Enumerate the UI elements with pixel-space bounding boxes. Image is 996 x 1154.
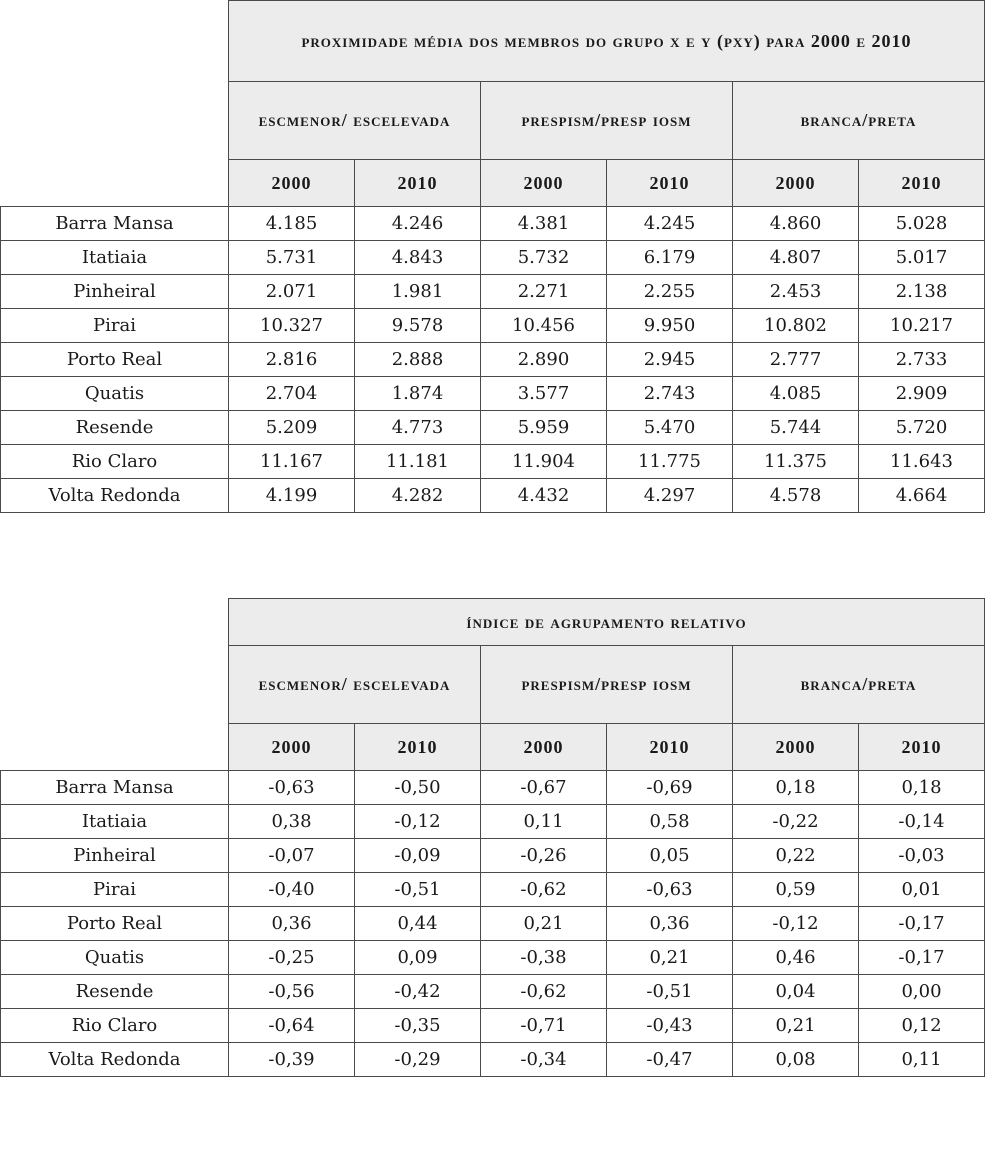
table-row bbox=[1, 343, 985, 377]
table-row bbox=[1, 207, 985, 241]
value-cell: 0,58 bbox=[607, 805, 733, 839]
corner-blank bbox=[1, 724, 229, 771]
value-cell: -0,56 bbox=[229, 975, 355, 1009]
city-name: Volta Redonda bbox=[1, 1043, 229, 1077]
value-cell: 2.890 bbox=[481, 343, 607, 377]
value-cell: -0,43 bbox=[607, 1009, 733, 1043]
value-cell: -0,47 bbox=[607, 1043, 733, 1077]
value-cell: 4.843 bbox=[355, 241, 481, 275]
city-name: Porto Real bbox=[1, 343, 229, 377]
value-cell: 11.643 bbox=[859, 445, 985, 479]
value-cell: -0,22 bbox=[733, 805, 859, 839]
value-cell: 0,36 bbox=[229, 907, 355, 941]
value-cell: -0,42 bbox=[355, 975, 481, 1009]
value-cell: 0,21 bbox=[733, 1009, 859, 1043]
value-cell: 2.733 bbox=[859, 343, 985, 377]
value-cell: 4.578 bbox=[733, 479, 859, 513]
group-header-cor: branca/preta bbox=[733, 82, 985, 160]
city-name: Rio Claro bbox=[1, 445, 229, 479]
value-cell: 0,11 bbox=[481, 805, 607, 839]
value-cell: 5.732 bbox=[481, 241, 607, 275]
value-cell: 5.959 bbox=[481, 411, 607, 445]
value-cell: 9.578 bbox=[355, 309, 481, 343]
value-cell: -0,34 bbox=[481, 1043, 607, 1077]
corner-blank bbox=[1, 160, 229, 207]
year-header: 2010 bbox=[607, 160, 733, 207]
city-name: Pirai bbox=[1, 309, 229, 343]
value-cell: 0,00 bbox=[859, 975, 985, 1009]
value-cell: 2.743 bbox=[607, 377, 733, 411]
corner-blank bbox=[1, 599, 229, 646]
table-row bbox=[1, 975, 985, 1009]
city-name: Resende bbox=[1, 975, 229, 1009]
value-cell: -0,50 bbox=[355, 771, 481, 805]
table-row bbox=[1, 479, 985, 513]
value-cell: 5.731 bbox=[229, 241, 355, 275]
city-name: Itatiaia bbox=[1, 241, 229, 275]
value-cell: 2.071 bbox=[229, 275, 355, 309]
table-row bbox=[1, 241, 985, 275]
corner-blank bbox=[1, 646, 229, 724]
year-header: 2000 bbox=[733, 160, 859, 207]
value-cell: 9.950 bbox=[607, 309, 733, 343]
value-cell: -0,09 bbox=[355, 839, 481, 873]
value-cell: 3.577 bbox=[481, 377, 607, 411]
value-cell: -0,62 bbox=[481, 873, 607, 907]
value-cell: -0,71 bbox=[481, 1009, 607, 1043]
value-cell: -0,51 bbox=[607, 975, 733, 1009]
group-header-prespism: prespism/presp iosm bbox=[481, 646, 733, 724]
value-cell: 11.904 bbox=[481, 445, 607, 479]
year-header: 2000 bbox=[229, 160, 355, 207]
value-cell: -0,67 bbox=[481, 771, 607, 805]
value-cell: 10.802 bbox=[733, 309, 859, 343]
value-cell: 4.085 bbox=[733, 377, 859, 411]
city-name: Itatiaia bbox=[1, 805, 229, 839]
value-cell: -0,17 bbox=[859, 941, 985, 975]
value-cell: 4.282 bbox=[355, 479, 481, 513]
value-cell: 0,18 bbox=[733, 771, 859, 805]
year-header: 2010 bbox=[859, 724, 985, 771]
city-name: Volta Redonda bbox=[1, 479, 229, 513]
value-cell: 1.874 bbox=[355, 377, 481, 411]
value-cell: 0,12 bbox=[859, 1009, 985, 1043]
year-header: 2000 bbox=[229, 724, 355, 771]
value-cell: -0,12 bbox=[733, 907, 859, 941]
value-cell: 0,09 bbox=[355, 941, 481, 975]
value-cell: 6.179 bbox=[607, 241, 733, 275]
value-cell: -0,64 bbox=[229, 1009, 355, 1043]
group-header-escolaridade: escmenor/ escelevada bbox=[229, 82, 481, 160]
table-row bbox=[1, 907, 985, 941]
value-cell: 4.860 bbox=[733, 207, 859, 241]
value-cell: 0,59 bbox=[733, 873, 859, 907]
value-cell: 10.456 bbox=[481, 309, 607, 343]
value-cell: 0,46 bbox=[733, 941, 859, 975]
value-cell: -0,38 bbox=[481, 941, 607, 975]
value-cell: -0,69 bbox=[607, 771, 733, 805]
corner-blank bbox=[1, 1, 229, 82]
clustering-index-table bbox=[0, 598, 985, 1077]
value-cell: 4.245 bbox=[607, 207, 733, 241]
value-cell: -0,39 bbox=[229, 1043, 355, 1077]
value-cell: 0,11 bbox=[859, 1043, 985, 1077]
value-cell: 0,18 bbox=[859, 771, 985, 805]
value-cell: 4.664 bbox=[859, 479, 985, 513]
value-cell: 10.327 bbox=[229, 309, 355, 343]
table-row bbox=[1, 941, 985, 975]
value-cell: 4.773 bbox=[355, 411, 481, 445]
value-cell: 5.028 bbox=[859, 207, 985, 241]
city-name: Resende bbox=[1, 411, 229, 445]
value-cell: 2.271 bbox=[481, 275, 607, 309]
value-cell: 4.297 bbox=[607, 479, 733, 513]
value-cell: 2.453 bbox=[733, 275, 859, 309]
value-cell: 10.217 bbox=[859, 309, 985, 343]
year-header: 2000 bbox=[481, 724, 607, 771]
city-name: Quatis bbox=[1, 377, 229, 411]
value-cell: -0,63 bbox=[229, 771, 355, 805]
table-row bbox=[1, 275, 985, 309]
table-row bbox=[1, 445, 985, 479]
value-cell: -0,12 bbox=[355, 805, 481, 839]
value-cell: 4.432 bbox=[481, 479, 607, 513]
table-row bbox=[1, 839, 985, 873]
city-name: Barra Mansa bbox=[1, 771, 229, 805]
table-row bbox=[1, 1009, 985, 1043]
table-row bbox=[1, 1043, 985, 1077]
table-row bbox=[1, 309, 985, 343]
group-header-prespism: prespism/presp iosm bbox=[481, 82, 733, 160]
value-cell: 5.744 bbox=[733, 411, 859, 445]
value-cell: 0,01 bbox=[859, 873, 985, 907]
city-name: Pinheiral bbox=[1, 275, 229, 309]
year-header: 2010 bbox=[607, 724, 733, 771]
value-cell: 2.945 bbox=[607, 343, 733, 377]
table-row bbox=[1, 873, 985, 907]
table-title: índice de agrupamento relativo bbox=[229, 599, 985, 646]
value-cell: 5.017 bbox=[859, 241, 985, 275]
value-cell: 2.704 bbox=[229, 377, 355, 411]
value-cell: -0,07 bbox=[229, 839, 355, 873]
value-cell: 2.255 bbox=[607, 275, 733, 309]
group-header-cor: branca/preta bbox=[733, 646, 985, 724]
value-cell: 5.720 bbox=[859, 411, 985, 445]
value-cell: -0,35 bbox=[355, 1009, 481, 1043]
value-cell: 11.375 bbox=[733, 445, 859, 479]
value-cell: 1.981 bbox=[355, 275, 481, 309]
year-header: 2010 bbox=[859, 160, 985, 207]
value-cell: 0,36 bbox=[607, 907, 733, 941]
value-cell: 0,44 bbox=[355, 907, 481, 941]
value-cell: 5.470 bbox=[607, 411, 733, 445]
table-title: proximidade média dos membros do grupo x e y (pxy) para 2000 e 2010 bbox=[229, 1, 985, 82]
value-cell: 0,38 bbox=[229, 805, 355, 839]
value-cell: 0,05 bbox=[607, 839, 733, 873]
value-cell: 0,21 bbox=[607, 941, 733, 975]
value-cell: -0,29 bbox=[355, 1043, 481, 1077]
value-cell: 2.888 bbox=[355, 343, 481, 377]
value-cell: -0,03 bbox=[859, 839, 985, 873]
city-name: Quatis bbox=[1, 941, 229, 975]
value-cell: 11.181 bbox=[355, 445, 481, 479]
group-header-escolaridade: escmenor/ escelevada bbox=[229, 646, 481, 724]
city-name: Barra Mansa bbox=[1, 207, 229, 241]
table-row bbox=[1, 411, 985, 445]
year-header: 2000 bbox=[733, 724, 859, 771]
table-row bbox=[1, 805, 985, 839]
value-cell: 4.199 bbox=[229, 479, 355, 513]
year-header: 2010 bbox=[355, 160, 481, 207]
value-cell: 4.381 bbox=[481, 207, 607, 241]
table-row bbox=[1, 771, 985, 805]
value-cell: -0,17 bbox=[859, 907, 985, 941]
value-cell: -0,14 bbox=[859, 805, 985, 839]
value-cell: 11.775 bbox=[607, 445, 733, 479]
value-cell: 2.777 bbox=[733, 343, 859, 377]
value-cell: 2.909 bbox=[859, 377, 985, 411]
table-row bbox=[1, 377, 985, 411]
city-name: Rio Claro bbox=[1, 1009, 229, 1043]
value-cell: 5.209 bbox=[229, 411, 355, 445]
value-cell: -0,62 bbox=[481, 975, 607, 1009]
value-cell: 11.167 bbox=[229, 445, 355, 479]
year-header: 2000 bbox=[481, 160, 607, 207]
value-cell: -0,51 bbox=[355, 873, 481, 907]
value-cell: 0,22 bbox=[733, 839, 859, 873]
corner-blank bbox=[1, 82, 229, 160]
value-cell: -0,25 bbox=[229, 941, 355, 975]
value-cell: 0,21 bbox=[481, 907, 607, 941]
year-header: 2010 bbox=[355, 724, 481, 771]
value-cell: -0,40 bbox=[229, 873, 355, 907]
city-name: Pirai bbox=[1, 873, 229, 907]
value-cell: -0,63 bbox=[607, 873, 733, 907]
value-cell: 4.807 bbox=[733, 241, 859, 275]
city-name: Porto Real bbox=[1, 907, 229, 941]
value-cell: 4.246 bbox=[355, 207, 481, 241]
value-cell: 0,08 bbox=[733, 1043, 859, 1077]
value-cell: 0,04 bbox=[733, 975, 859, 1009]
value-cell: -0,26 bbox=[481, 839, 607, 873]
city-name: Pinheiral bbox=[1, 839, 229, 873]
proximity-table bbox=[0, 0, 985, 513]
value-cell: 4.185 bbox=[229, 207, 355, 241]
value-cell: 2.816 bbox=[229, 343, 355, 377]
value-cell: 2.138 bbox=[859, 275, 985, 309]
